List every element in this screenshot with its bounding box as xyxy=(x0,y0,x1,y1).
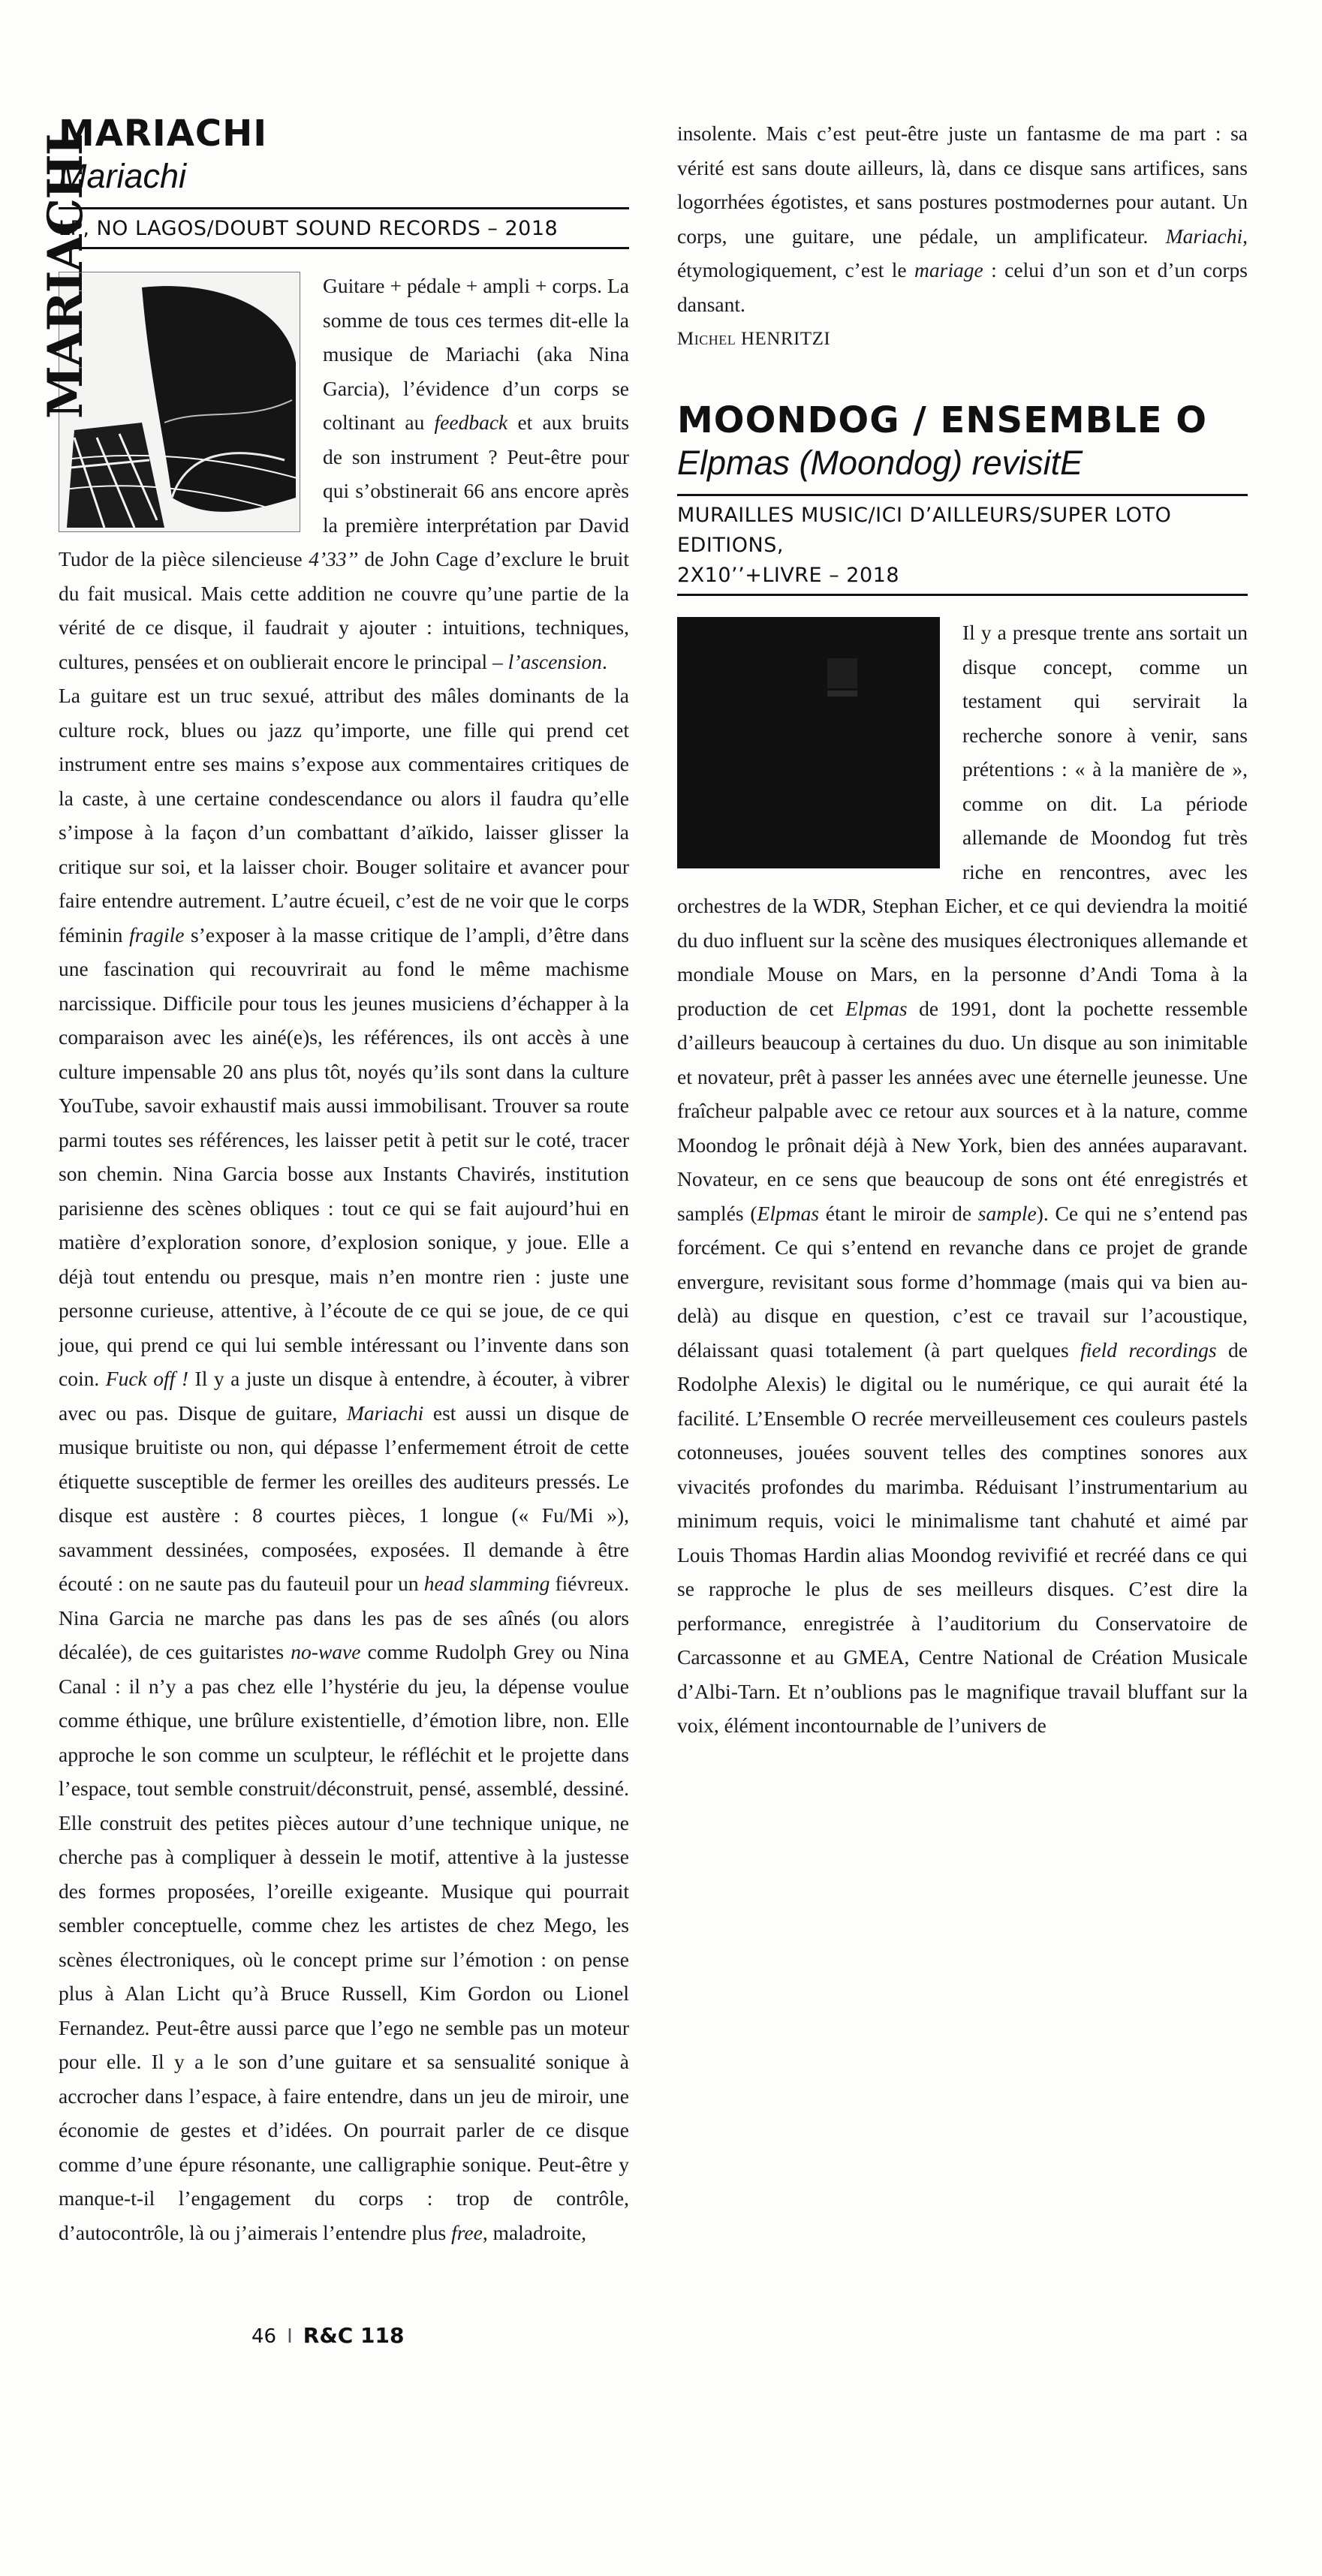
text-run: est aussi un disque de musique bruitiste ou non, qui dépasse l’enfermement étroit de cette étiquette susceptible de fermer les oreilles des auditeurs pressés. Le disque est austère : 8 courtes pièces, 1 longue (« Fu/Mi »), savamment dessinées, composées, exposées. Il demande à être écouté : on ne saute pas du fauteuil pour un xyxy=(59,1401,629,1595)
text-run: de 1991, dont la pochette ressemble d’ailleurs beaucoup à certaines du duo. Un disque au son inimitable et novateur, prêt à passer les années avec une éternelle jeunesse. Une fraîcheur palpable avec ce retour aux sources et à la nature, comme Moondog le prônait déjà à New York, bien des années auparavant. Novateur, en ce sens que beaucoup de sons ont été enregistrés et samplés ( xyxy=(677,996,1248,1225)
italic-text: sample xyxy=(977,1201,1037,1225)
release-label: LP, NO LAGOS/DOUBT SOUND RECORDS – 2018 xyxy=(59,214,629,249)
italic-text: mariage xyxy=(914,258,983,281)
text-run: . xyxy=(601,649,607,673)
italic-text: Mariachi xyxy=(346,1401,424,1425)
review-subtitle: Elpmas (Moondog) revisitE xyxy=(677,444,1083,482)
text-run: ). Ce qui ne s’entend pas forcément. Ce qui s’entend en revanche dans ce projet de grande envergure, revisitant sous forme d’hommage (mais qui va bien au-delà) au disque en question, c’est ce travail sur l’acoustique, délaissant quasi totalement (à part quelques xyxy=(677,1201,1248,1362)
italic-text: no-wave xyxy=(291,1640,361,1663)
signature-first-name: Michel xyxy=(677,329,736,349)
review-subtitle: Mariachi xyxy=(59,157,187,195)
italic-text: free xyxy=(451,2220,483,2244)
review-paragraph xyxy=(677,116,1248,321)
text-run: Il y a juste un disque à entendre, à écouter, à vibrer avec ou pas. Disque de guitare, xyxy=(59,1367,629,1425)
italic-text: Elpmas xyxy=(757,1201,820,1225)
cover-art xyxy=(677,617,940,868)
review-title: MOONDOG / ENSEMBLE O xyxy=(677,399,1208,441)
italic-text: l’ascension xyxy=(507,649,602,673)
review-moondog xyxy=(677,399,1248,1743)
signature-last-name: HENRITZI xyxy=(740,329,831,349)
text-run: : celui d’un son et d’un corps dansant. xyxy=(677,258,1248,316)
text-run: La guitare est un truc sexué, attribut des mâles dominants de la culture rock, blues ou jazz qu’importe, une fille qui prend cet instrument entre ses mains s’expose aux commentaires critiques de la caste, à une certaine condescendance ou alors il faudra qu’elle s’impose à la façon d’un combattant d’aïkido, laisser glisser la critique sur soi, et la laisser choir. Bouger solitaire et avancer pour faire entendre autrement. L’autre écueil, c’est de ne voir que le corps féminin xyxy=(59,684,629,946)
text-run: Il y a presque trente ans sortait un disque concept, comme un testament qui servirait la recherche sonore à venir, sans prétentions : « à la manière de », comme on dit. La période allemande de Moondog fut très riche en rencontres, avec les orchestres de la WDR, Stephan Eicher, et ce qui deviendra la moitié du duo influent sur la scène des musiques électroniques allemande et mondiale Mouse on Mars, en la personne d’Andi Toma à la production de cet xyxy=(677,621,1248,1020)
review-body xyxy=(677,615,1248,1743)
right-column xyxy=(677,116,1248,1743)
italic-text: Elpmas xyxy=(845,996,908,1020)
text-run: s’exposer à la masse critique de l’ampli, d’être dans une fascination qui recouvrirait au fond le même machisme narcissique. Difficile pour tous les jeunes musiciens d’échapper à la comparaison avec les ainé(e)s, les références, ils ont accès à une culture impensable 20 ans plus tôt, noyés qu’ils sont dans la culture YouTube, savoir exhaustif mais aussi immobilisant. Trouver sa route parmi toutes ses références, les laisser petit à petit sur le coté, tracer son chemin. Nina Garcia bosse aux Instants Chavirés, institution parisienne des scènes obliques : tout ce qui se fait aujourd’hui en matière d’exploration sonore, d’explosion sonique, y joue. Elle a déjà tout entendu ou presque, mais n’en montre rien : juste une personne curieuse, attentive, à l’écoute de ce qui se joue, de ce qui joue, qui prend ce qui lui semble intéressant ou l’invente dans son coin. xyxy=(59,922,629,1390)
page-number: 46 xyxy=(251,2325,277,2348)
text-run: de Rodolphe Alexis) le digital ou le numérique, ce qui aurait été la facilité. L’Ensemble O recrée merveilleusement ces couleurs pastels cotonneuses, jouées souvent telles des comptines sonores aux vivacités profondes du marimba. Réduisant l’instrumentarium au minimum requis, voici le minimalisme tant chahuté et aimé par Louis Thomas Hardin alias Moondog revivifié et recréé dans ce qui se rapproche le plus de ses meilleurs disques. C’est dire la performance, enregistrée à l’auditorium du Conservatoire de Carcassonne et au GMEA, Centre National de Création Musicale d’Albi-Tarn. Et n’oublions pas le magnifique travail bluffant sur la voix, élément incontournable de l’univers de xyxy=(677,1338,1248,1737)
release-label-line1: MURAILLES MUSIC/ICI D’AILLEURS/SUPER LOTO EDITIONS, xyxy=(677,504,1172,557)
italic-text: 4’33’’ xyxy=(309,547,358,570)
album-cover-moondog xyxy=(677,617,940,868)
italic-text: Mariachi xyxy=(1165,224,1243,248)
review-paragraph-continued xyxy=(677,116,1248,321)
review-mariachi xyxy=(38,113,629,2249)
text-run: fiévreux. Nina Garcia ne marche pas dans les pas de ses aînés (ou alors décalée), de ces guitaristes xyxy=(59,1572,629,1663)
text-run: , étymologiquement, c’est le xyxy=(677,224,1248,281)
italic-text: feedback xyxy=(434,411,508,434)
review-paragraph xyxy=(59,679,629,2249)
italic-text: fragile xyxy=(129,922,185,946)
review-title: MARIACHI xyxy=(59,113,268,155)
italic-text: Fuck off ! xyxy=(105,1367,188,1390)
magazine-issue: R&C 118 xyxy=(303,2323,405,2348)
footer-separator: I xyxy=(287,2325,293,2348)
cover-lettering: MARIACHI xyxy=(38,134,94,419)
review-signature xyxy=(677,324,1248,354)
text-run: , maladroite, xyxy=(482,2220,587,2244)
text-run: étant le miroir de xyxy=(819,1201,978,1225)
divider xyxy=(59,207,629,209)
divider xyxy=(677,494,1248,496)
italic-text: field recordings xyxy=(1080,1338,1217,1362)
text-run: insolente. Mais c’est peut-être juste un fantasme de ma part : sa vérité est sans doute ailleurs, là, dans ce disque sans artifices, sans logorrhées égotistes, et sans postures postmodernes pour autant. Un corps, une guitare, une pédale, un amplificateur. xyxy=(677,122,1248,248)
release-label xyxy=(677,501,1248,596)
text-run: comme Rudolph Grey ou Nina Canal : il n’y a pas chez elle l’hystérie du jeu, la dépense voulue comme éthique, une brûlure existentielle, d’émotion libre, non. Elle approche le son comme un sculpteur, le réfléchit et le projette dans l’espace, tout semble construit/déconstruit, pensé, assemblé, dessiné. Elle construit des petites pièces autour d’une technique unique, ne cherche pas à compliquer à dessein le motif, attentive à la justesse des formes proposées, l’oreille exigeante. Musique qui pourrait sembler conceptuelle, comme chez les artistes de chez Mego, les scènes électroniques, où le concept prime sur l’émotion : on pense plus à Alan Licht qu’à Bruce Russell, Kim Gordon ou Lionel Fernandez. Peut-être aussi parce que l’ego ne semble pas un moteur pour elle. Il y a le son d’une guitare et sa sensualité sonique à accrocher dans l’espace, à faire entendre, dans un jeu de miroir, une économie de gestes et d’idées. On pourrait parler de ce disque comme d’une épure résonante, une calligraphie sonique. Peut-être y manque-t-il l’engagement du corps : trop de contrôle, d’autocontrôle, là ou j’aimerais l’entendre plus xyxy=(59,1640,629,2244)
cover-art xyxy=(38,134,300,531)
text-run: Guitare + pédale + ampli + corps. La somme de tous ces termes dit-elle la musique de Mariachi (aka Nina Garcia), l’évidence d’un corps se coltinant au xyxy=(323,274,629,434)
page-footer xyxy=(251,2323,405,2348)
left-column xyxy=(38,113,629,2249)
text-run: et aux bruits de son instrument ? Peut-être pour qui s’obstinerait 66 ans encore après la première interprétation par David Tudor de la pièce silencieuse xyxy=(59,411,629,570)
italic-text: head slamming xyxy=(423,1572,550,1595)
album-cover-mariachi xyxy=(38,134,300,532)
release-label-line2: 2X10’’+LIVRE – 2018 xyxy=(677,564,899,587)
text-run: de John Cage d’exclure le bruit du fait musical. Mais cette addition ne couvre qu’une partie de la vérité de ce disque, il faudrait y ajouter : intuitions, techniques, cultures, pensées et on oublierait encore le principal – xyxy=(59,547,629,673)
